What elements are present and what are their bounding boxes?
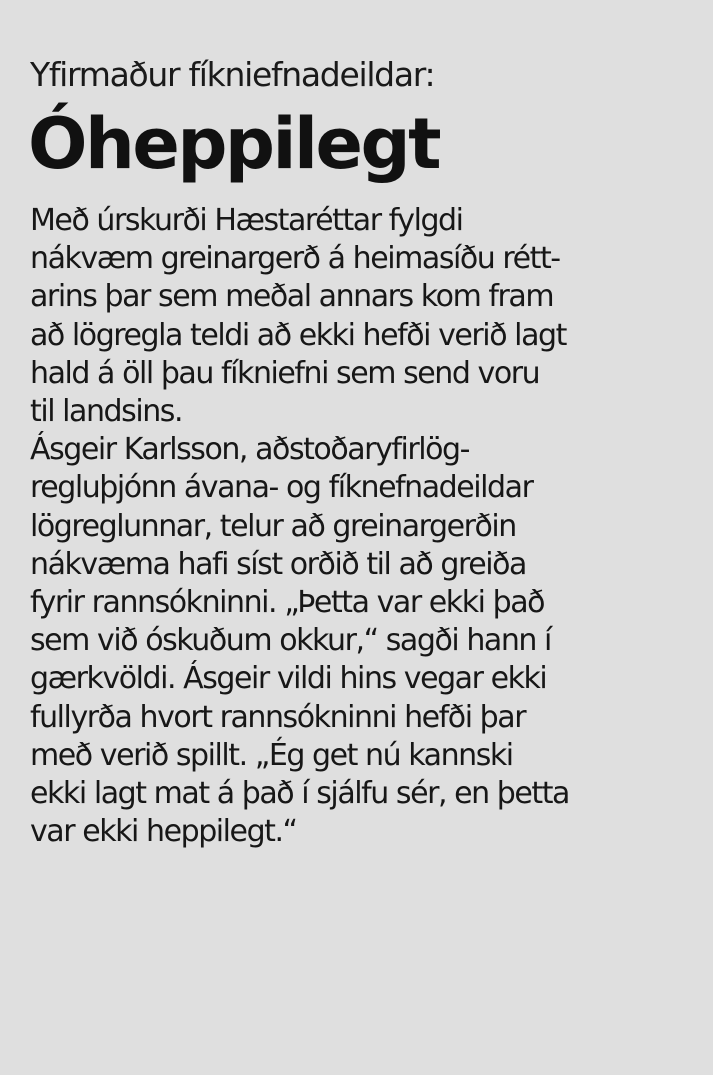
body-line: gærkvöldi. Ásgeir vildi hins vegar ekki [30, 661, 547, 697]
body-line: var ekki heppilegt.“ [30, 814, 297, 850]
article-headline: Óheppilegt [28, 103, 440, 185]
body-line: regluþjónn ávana- og fíknefnadeildar [30, 470, 533, 506]
body-line: Með úrskurði Hæstaréttar fylgdi [30, 203, 463, 238]
news-article [30, 52, 698, 851]
article-kicker: Yfirmaður fíkniefnadeildar: [30, 55, 435, 94]
body-line: fyrir rannsókninni. „Þetta var ekki það [30, 585, 545, 621]
body-line: að lögregla teldi að ekki hefði verið lagt [30, 317, 566, 353]
body-line: Ásgeir Karlsson, aðstoðaryfirlög- [30, 432, 470, 468]
article-body [30, 202, 698, 851]
body-line: nákvæma hafi síst orðið til að greiða [30, 546, 526, 582]
body-line: með verið spillt. „Ég get nú kannski [30, 737, 513, 773]
body-line: fullyrða hvort rannsókninni hefði þar [30, 699, 526, 735]
body-line: lögreglunnar, telur að greinargerðin [30, 508, 516, 544]
body-line: arins þar sem meðal annars kom fram [30, 279, 554, 315]
body-line: hald á öll þau fíkniefni sem send voru [30, 355, 540, 391]
body-line: til landsins. [30, 394, 183, 430]
body-line: sem við óskuðum okkur,“ sagði hann í [30, 623, 551, 659]
body-line: ekki lagt mat á það í sjálfu sér, en þetta [30, 776, 569, 812]
body-line: nákvæm greinargerð á heimasíðu rétt- [30, 241, 560, 277]
